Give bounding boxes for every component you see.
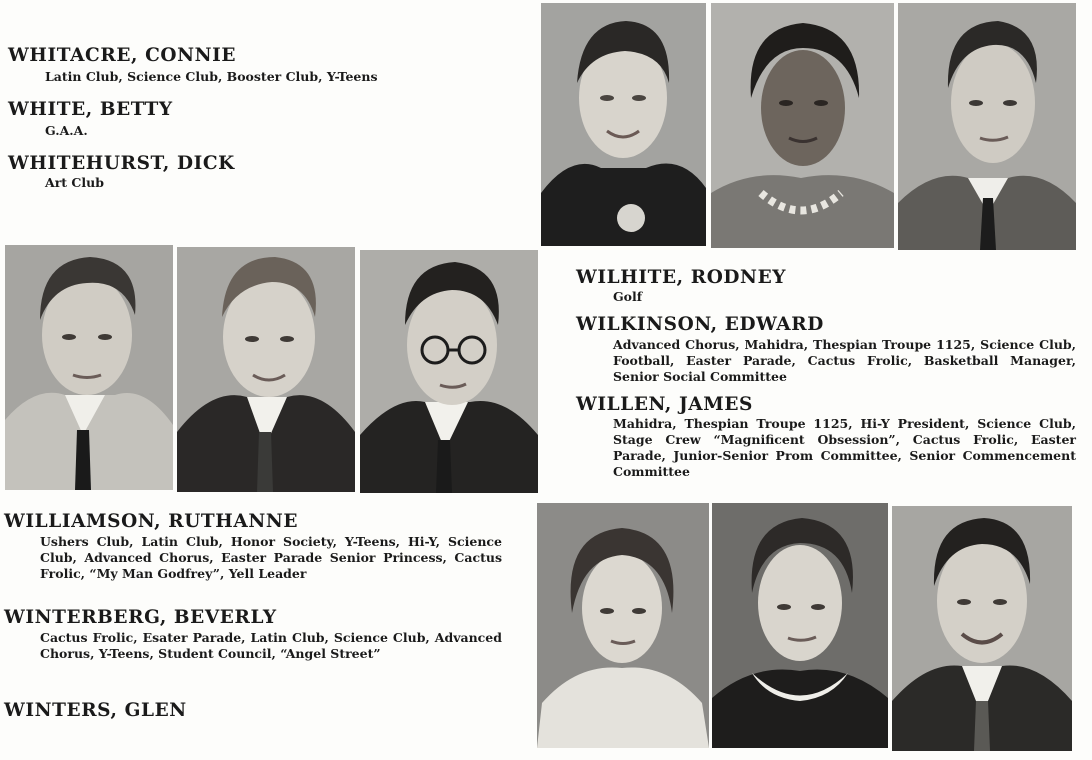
portrait-photo — [712, 503, 888, 748]
student-entry-whitacre — [8, 45, 448, 85]
student-name: WILLIAMSON, RUTHANNE — [4, 511, 299, 532]
portrait-photo — [711, 3, 894, 248]
student-name: WILHITE, RODNEY — [576, 267, 787, 288]
student-entry-willen — [576, 394, 1076, 480]
student-name: WINTERBERG, BEVERLY — [4, 607, 277, 628]
student-entry-white — [8, 99, 448, 139]
student-entry-winters — [4, 700, 502, 722]
student-name: WHITEHURST, DICK — [8, 153, 235, 174]
student-name: WINTERS, GLEN — [4, 700, 187, 721]
student-entry-williamson — [4, 511, 502, 582]
student-activities: Ushers Club, Latin Club, Honor Society, Y-Teens, Hi-Y, Science Club, Advanced Chorus, Easter Parade Senior Princess, Cactus Frolic, “My Man Godfrey”, Yell Leader — [40, 534, 502, 581]
student-name: WILKINSON, EDWARD — [576, 314, 824, 335]
student-activities: Latin Club, Science Club, Booster Club, Y-Teens — [45, 69, 378, 84]
student-entry-whitehurst — [8, 153, 448, 191]
student-name: WILLEN, JAMES — [576, 394, 754, 415]
portrait-photo — [537, 503, 709, 748]
student-entry-wilkinson — [576, 314, 1076, 385]
portrait-photo — [360, 250, 538, 493]
student-activities: Golf — [613, 289, 643, 304]
student-entry-wilhite — [576, 267, 1076, 305]
portrait-photo — [541, 3, 706, 246]
student-activities: Advanced Chorus, Mahidra, Thespian Troupe 1125, Science Club, Football, Easter Parade, Cactus Frolic, Basketball Manager, Senior Social Committee — [613, 337, 1076, 384]
portrait-photo — [898, 3, 1076, 250]
student-activities: Cactus Frolic, Esater Parade, Latin Club, Science Club, Advanced Chorus, Y-Teens, Student Council, “Angel Street” — [40, 630, 502, 661]
student-entry-winterberg — [4, 607, 502, 662]
portrait-photo — [892, 506, 1072, 751]
student-name: WHITACRE, CONNIE — [8, 45, 237, 66]
student-activities: Art Club — [45, 175, 104, 190]
portrait-photo — [5, 245, 173, 490]
portrait-photo — [177, 247, 355, 492]
student-name: WHITE, BETTY — [8, 99, 173, 120]
student-activities: G.A.A. — [45, 123, 88, 138]
student-activities: Mahidra, Thespian Troupe 1125, Hi-Y President, Science Club, Stage Crew “Magnificent Obsession”, Cactus Frolic, Easter Parade, Junior-Senior Prom Committee, Senior Commencement Committee — [613, 416, 1076, 479]
